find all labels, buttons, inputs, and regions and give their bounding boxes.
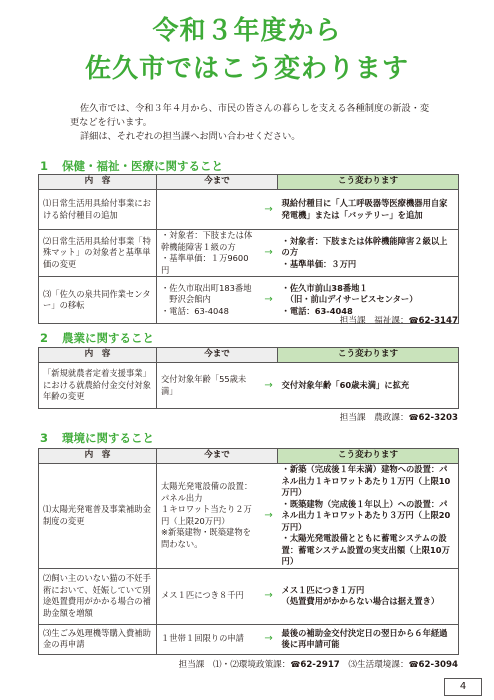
table-row — [39, 464, 459, 569]
phone-icon: ☎ — [408, 316, 419, 325]
contact-label: 担当課 — [178, 660, 205, 670]
contact-label: 担当課 — [339, 413, 366, 423]
table-agriculture — [38, 347, 459, 409]
row-before: ・佐久市取出町183番地 野沢会館内 ・電話：63-4048 — [157, 277, 260, 324]
section-title: 環境に関すること — [62, 431, 154, 445]
arrow-icon: → — [260, 230, 278, 277]
contact-tel-1: 62-2917 — [300, 660, 340, 670]
row-content: 「新規就農者定着支援事業」における就農給付金交付対象年齢の変更 — [39, 363, 157, 409]
contact-text-1: ⑴・⑵環境政策課： — [213, 660, 291, 670]
arrow-icon: → — [260, 464, 278, 569]
row-after: ・佐久市前山38番地１ （旧・前山デイサービスセンター） ・電話：63-4048 — [278, 277, 459, 324]
header-content: 内 容 — [39, 348, 157, 363]
row-before: メス１匹につき８千円 — [157, 568, 260, 624]
phone-icon: ☎ — [290, 660, 301, 669]
section-number: 1 — [40, 159, 49, 173]
contact-label: 担当課 — [339, 316, 366, 326]
intro-paragraph-2: 詳細は、それぞれの担当課へお問い合わせください。 — [80, 131, 301, 142]
row-content: ⑶「佐久の泉共同作業センター」の移転 — [39, 277, 157, 324]
page-title-line2: 佐久市ではこう変わります — [84, 54, 409, 84]
arrow-icon: → — [260, 190, 278, 230]
row-before: 太陽光発電設備の設置： パネル出力 １キロワット当たり２万円（上限20万円） ※新築建物・既築建物を問わない。 — [157, 464, 260, 569]
table-row — [39, 568, 459, 624]
contact-tel: 62-3147 — [418, 316, 458, 326]
section-title: 農業に関すること — [62, 331, 154, 345]
row-content: ⑴日常生活用具給付事業における給付種目の追加 — [39, 190, 157, 230]
header-after: こう変わります — [278, 449, 459, 464]
row-after: 現給付種目に「人工呼吸器等医療機器用自家発電機」または「バッテリー」を追加 — [278, 190, 459, 230]
row-content: ⑵飼い主のいない猫の不妊手術において、妊娠していて別途処置費用がかかる場合の補助金額を増額 — [39, 568, 157, 624]
table-health-welfare — [38, 174, 459, 324]
intro-text — [70, 102, 430, 144]
contact-tel-2: 62-3094 — [418, 660, 458, 670]
table-environment — [38, 448, 459, 655]
row-after: ・対象者：下肢または体幹機能障害２級以上の方 ・基準単価：３万円 — [278, 230, 459, 277]
phone-icon: ☎ — [408, 660, 419, 669]
contact-dept: 福祉課 — [374, 316, 400, 326]
row-before: ・対象者：下肢または体幹機能障害１級の方 ・基準単価：１万9600円 — [157, 230, 260, 277]
table-row — [39, 363, 459, 409]
table-header-row — [39, 175, 459, 190]
table-header-row — [39, 348, 459, 363]
arrow-icon: → — [260, 277, 278, 324]
header-after: こう変わります — [278, 175, 459, 190]
row-before — [157, 190, 260, 230]
arrow-icon: → — [260, 624, 278, 654]
contact-welfare: 担当課 福祉課：☎62-3147 — [339, 316, 458, 326]
header-before: 今まで — [157, 449, 278, 464]
contact-environment — [179, 658, 458, 670]
table-header-row — [39, 449, 459, 464]
table-row — [39, 230, 459, 277]
contact-text-2: ⑶生活環境課： — [348, 660, 409, 670]
header-before: 今まで — [157, 175, 278, 190]
header-after: こう変わります — [278, 348, 459, 363]
contact-dept: 農政課 — [374, 413, 400, 423]
section-heading-health — [40, 158, 223, 174]
arrow-icon: → — [260, 363, 278, 409]
section-number: 3 — [40, 431, 49, 445]
row-content: ⑶生ごみ処理機等購入費補助金の再申請 — [39, 624, 157, 654]
section-number: 2 — [40, 331, 49, 345]
intro-paragraph-1: 佐久市では、令和３年４月から、市民の皆さんの暮らしを支える各種制度の新設・変更などを行います。 — [70, 103, 430, 128]
contact-agriculture: 担当課 農政課：☎62-3203 — [339, 413, 458, 423]
section-heading-agriculture — [40, 330, 154, 346]
row-content: ⑵日常生活用具給付事業「特殊マット」の対象者と基準単価の変更 — [39, 230, 157, 277]
header-content: 内 容 — [39, 449, 157, 464]
header-content: 内 容 — [39, 175, 157, 190]
row-after: メス１匹につき１万円 （処置費用がかからない場合は据え置き） — [278, 568, 459, 624]
row-content: ⑴太陽光発電普及事業補助金制度の変更 — [39, 464, 157, 569]
phone-icon: ☎ — [408, 413, 419, 422]
row-before: １世帯１回限りの申請 — [157, 624, 260, 654]
table-row — [39, 190, 459, 230]
row-after: ・新築（完成後１年未満）建物への設置：パネル出力１キロワットあたり１万円（上限10万円） ・既築建物（完成後１年以上）への設置：パネル出力１キロワットあたり３万円（上限20万円） ・太陽光発電設備とともに蓄電システムの設置：蓄電システム設置の実支出額（上限10万円） — [278, 464, 459, 569]
arrow-icon: → — [260, 568, 278, 624]
row-after: 交付対象年齢「60歳未満」に拡充 — [278, 363, 459, 409]
section-heading-environment — [40, 430, 154, 446]
row-before: 交付対象年齢「55歳未満」 — [157, 363, 260, 409]
header-before: 今まで — [157, 348, 278, 363]
table-row — [39, 624, 459, 654]
page-title-line1: 令和３年度から — [152, 16, 342, 46]
page-number: 4 — [444, 678, 482, 696]
contact-tel: 62-3203 — [418, 413, 458, 423]
section-title: 保健・福祉・医療に関すること — [62, 159, 223, 173]
row-after: 最後の補助金交付決定日の翌日から６年経過後に再申請可能 — [278, 624, 459, 654]
